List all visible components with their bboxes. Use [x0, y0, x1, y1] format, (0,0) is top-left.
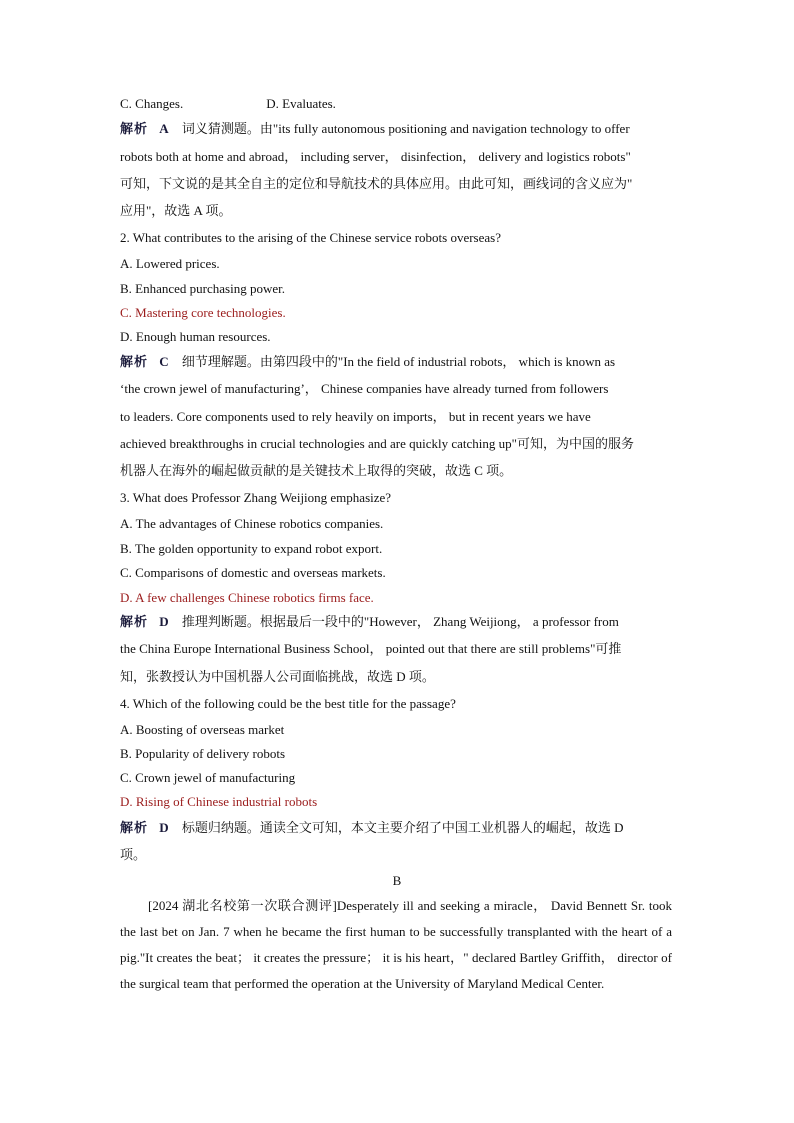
q4-expl-answer: D — [159, 820, 169, 835]
q2-option-a: A. Lowered prices. — [120, 256, 220, 271]
q1-expl-text-1: 词义猜测题。由"its fully autonomous positioning and navigation technology to offer — [181, 121, 630, 136]
section-b-passage: [2024 湖北名校第一次联合测评]Desperately ill and seeking a miracle， David Bennett Sr. took the last bet on Jan. 7 when he became the first human to be successfully transplanted with the heart of a pig."It creates the beat； it creates the pressure； it is his heart，" declared Bartley Griffith， director of the surgical team that performed the operation at the University of Maryland Medical Center. — [120, 898, 672, 991]
q3-option-b: B. The golden opportunity to expand robot export. — [120, 541, 383, 556]
q2-explanation-line-1 — [120, 354, 615, 370]
q4-expl-text-1: 标题归纳题。通读全文可知，本文主要介绍了中国工业机器人的崛起，故选 D — [181, 820, 624, 835]
q4-option-d-correct: D. Rising of Chinese industrial robots — [120, 794, 318, 809]
q1-options-row — [120, 96, 336, 112]
q2-option-d: D. Enough human resources. — [120, 329, 271, 344]
q4-expl-tag: 解析 — [120, 820, 149, 835]
q2-expl-text-3: to leaders. Core components used to rely heavily on imports， but in recent years we have — [120, 409, 591, 424]
q2-expl-text-2: ‘the crown jewel of manufacturing’， Chinese companies have already turned from followers — [120, 381, 609, 396]
q1-expl-tag: 解析 — [120, 121, 149, 136]
q3-expl-text-2: the China Europe International Business School， pointed out that there are still problems"可推 — [120, 641, 622, 656]
q1-option-c: C. Changes. — [120, 96, 184, 111]
section-b-heading: B — [392, 873, 402, 888]
q3-option-c: C. Comparisons of domestic and overseas markets. — [120, 565, 386, 580]
q1-expl-text-2: robots both at home and abroad， including server， disinfection， delivery and logistics robots" — [120, 149, 631, 164]
q3-option-d-correct: D. A few challenges Chinese robotics firms face. — [120, 590, 374, 605]
q2-expl-answer: C — [159, 354, 169, 369]
q2-expl-text-1: 细节理解题。由第四段中的"In the field of industrial robots， which is known as — [181, 354, 616, 369]
q3-expl-text-1: 推理判断题。根据最后一段中的"However， Zhang Weijiong， a professor from — [181, 614, 619, 629]
q2-expl-text-4: achieved breakthroughs in crucial technologies and are quickly catching up"可知，为中国的服务 — [120, 436, 634, 451]
q3-question: 3. What does Professor Zhang Weijiong emphasize? — [120, 490, 392, 505]
q1-expl-text-3: 可知，下文说的是其全自主的定位和导航技术的具体应用。由此可知，画线词的含义应为" — [120, 176, 633, 191]
q3-expl-tag: 解析 — [120, 614, 149, 629]
q3-expl-answer: D — [159, 614, 169, 629]
q2-expl-tag: 解析 — [120, 354, 149, 369]
q2-expl-text-5: 机器人在海外的崛起做贡献的是关键技术上取得的突破，故选 C 项。 — [120, 463, 513, 478]
q1-explanation-line-1 — [120, 121, 630, 137]
q2-option-b: B. Enhanced purchasing power. — [120, 281, 285, 296]
q4-question: 4. Which of the following could be the best title for the passage? — [120, 696, 456, 711]
q4-explanation-line-1 — [120, 820, 624, 836]
q1-expl-answer: A — [159, 121, 169, 136]
q4-option-c: C. Crown jewel of manufacturing — [120, 770, 296, 785]
q3-option-a: A. The advantages of Chinese robotics companies. — [120, 516, 384, 531]
q4-option-b: B. Popularity of delivery robots — [120, 746, 286, 761]
q4-option-a: A. Boosting of overseas market — [120, 722, 285, 737]
q2-option-c-correct: C. Mastering core technologies. — [120, 305, 286, 320]
q2-question: 2. What contributes to the arising of the Chinese service robots overseas? — [120, 230, 501, 245]
q1-option-d: D. Evaluates. — [266, 96, 336, 111]
q4-expl-text-2: 项。 — [120, 847, 147, 862]
q3-explanation-line-1 — [120, 614, 619, 630]
q1-expl-text-4: 应用"，故选 A 项。 — [120, 203, 232, 218]
q3-expl-text-3: 知，张教授认为中国机器人公司面临挑战，故选 D 项。 — [120, 669, 435, 684]
